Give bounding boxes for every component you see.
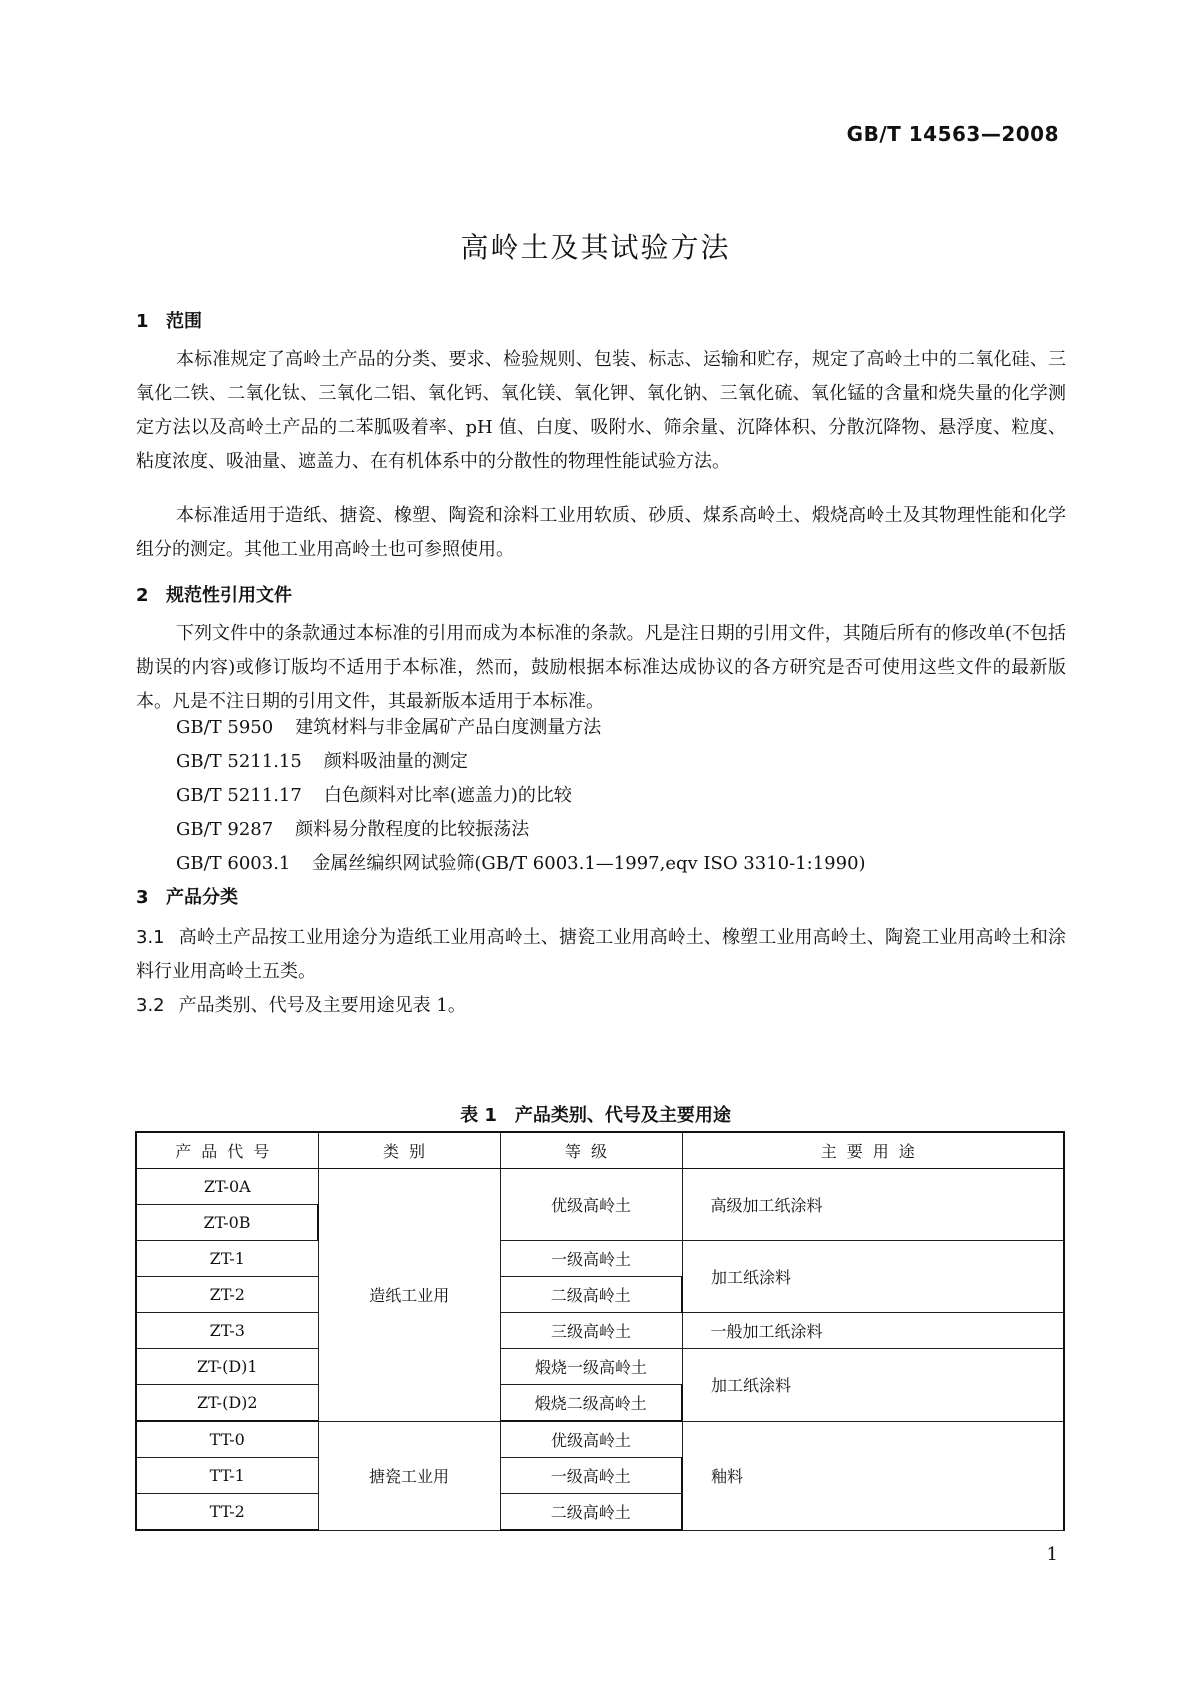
table-row	[136, 1313, 1064, 1349]
reference-item	[176, 711, 866, 745]
cell-category: 造纸工业用	[318, 1169, 500, 1422]
header-grade: 等级	[500, 1132, 682, 1169]
cell-code: TT-0	[136, 1421, 318, 1458]
cell-code: ZT-0B	[136, 1205, 318, 1241]
header-main-use: 主要用途	[682, 1132, 1064, 1169]
section-title: 规范性引用文件	[166, 585, 292, 606]
document-title: 高岭土及其试验方法	[460, 231, 731, 264]
reference-code: GB/T 5950	[176, 717, 274, 738]
cell-grade: 二级高岭土	[500, 1494, 682, 1531]
section-1-paragraph-1: 本标准规定了高岭土产品的分类、要求、检验规则、包装、标志、运输和贮存，规定了高岭土中的二氧化硅、三氧化二铁、二氧化钛、三氧化二铝、氧化钙、氧化镁、氧化钾、氧化钠、三氧化硫、氧化锰的含量和烧失量的化学测定方法以及高岭土产品的二苯胍吸着率、pH 值、白度、吸附水、筛余量、沉降体积、分散沉降物、悬浮度、粒度、粘度浓度、吸油量、遮盖力、在有机体系中的分散性的物理性能试验方法。	[136, 349, 1066, 472]
table-caption: 表 1 产品类别、代号及主要用途	[460, 1105, 731, 1126]
reference-code: GB/T 9287	[176, 819, 274, 840]
cell-category: 搪瓷工业用	[318, 1421, 500, 1530]
cell-code: ZT-(D)2	[136, 1385, 318, 1422]
section-2-paragraph: 下列文件中的条款通过本标准的引用而成为本标准的条款。凡是注日期的引用文件，其随后所有的修改单(不包括勘误的内容)或修订版均不适用于本标准，然而，鼓励根据本标准达成协议的各方研究是否可使用这些文件的最新版本。凡是不注日期的引用文件，其最新版本适用于本标准。	[136, 623, 1066, 712]
reference-code: GB/T 6003.1	[176, 853, 291, 874]
cell-grade: 二级高岭土	[500, 1277, 682, 1313]
table-row	[136, 1349, 1064, 1385]
section-number: 2	[136, 585, 149, 606]
cell-use: 加工纸涂料	[682, 1241, 1064, 1313]
reference-title: 金属丝编织网试验筛(GB/T 6003.1—1997,eqv ISO 3310-1:1990)	[312, 853, 866, 874]
table-row	[136, 1241, 1064, 1277]
cell-use: 加工纸涂料	[682, 1349, 1064, 1422]
reference-item	[176, 813, 866, 847]
cell-grade: 三级高岭土	[500, 1313, 682, 1349]
section-number: 1	[136, 311, 149, 332]
cell-use: 釉料	[682, 1421, 1064, 1530]
section-1-paragraph-2: 本标准适用于造纸、搪瓷、橡塑、陶瓷和涂料工业用软质、砂质、煤系高岭土、煅烧高岭土及其物理性能和化学组分的测定。其他工业用高岭土也可参照使用。	[136, 505, 1066, 560]
reference-title: 白色颜料对比率(遮盖力)的比较	[323, 785, 572, 806]
reference-item	[176, 745, 866, 779]
cell-code: ZT-0A	[136, 1169, 318, 1205]
section-2-heading	[136, 581, 292, 607]
reference-title: 颜料易分散程度的比较振荡法	[295, 819, 530, 840]
cell-code: ZT-1	[136, 1241, 318, 1277]
cell-use: 高级加工纸涂料	[682, 1169, 1064, 1241]
cell-grade: 优级高岭土	[500, 1169, 682, 1241]
reference-item	[176, 847, 866, 881]
cell-code: ZT-3	[136, 1313, 318, 1349]
cell-code: ZT-(D)1	[136, 1349, 318, 1385]
clause-3-2	[136, 989, 1066, 1023]
cell-grade: 一级高岭土	[500, 1241, 682, 1277]
cell-code: TT-2	[136, 1494, 318, 1531]
section-title: 产品分类	[166, 887, 238, 908]
reference-code: GB/T 5211.17	[176, 785, 302, 806]
reference-title: 建筑材料与非金属矿产品白度测量方法	[295, 717, 602, 738]
cell-use: 一般加工纸涂料	[682, 1313, 1064, 1349]
clause-text: 产品类别、代号及主要用途见表 1。	[178, 995, 466, 1016]
reference-item	[176, 779, 866, 813]
table-row	[136, 1421, 1064, 1458]
reference-code: GB/T 5211.15	[176, 751, 302, 772]
header-product-code: 产品代号	[136, 1132, 318, 1169]
section-number: 3	[136, 887, 149, 908]
page-number: 1	[1046, 1544, 1058, 1565]
table-row	[136, 1169, 1064, 1205]
clause-3-1	[136, 921, 1066, 989]
product-table	[135, 1131, 1065, 1531]
clause-number: 3.1	[136, 927, 165, 948]
cell-grade: 煅烧二级高岭土	[500, 1385, 682, 1422]
cell-grade: 一级高岭土	[500, 1458, 682, 1494]
clause-text: 高岭土产品按工业用途分为造纸工业用高岭土、搪瓷工业用高岭土、橡塑工业用高岭土、陶瓷工业用高岭土和涂料行业用高岭土五类。	[136, 927, 1066, 982]
header-category: 类别	[318, 1132, 500, 1169]
section-title: 范围	[166, 311, 202, 332]
cell-grade: 优级高岭土	[500, 1421, 682, 1458]
table-header-row	[136, 1132, 1064, 1169]
clause-number: 3.2	[136, 995, 165, 1016]
cell-code: TT-1	[136, 1458, 318, 1494]
standard-code: GB/T 14563—2008	[846, 122, 1059, 146]
section-1-heading	[136, 307, 202, 333]
cell-grade: 煅烧一级高岭土	[500, 1349, 682, 1385]
cell-code: ZT-2	[136, 1277, 318, 1313]
section-3-heading	[136, 883, 238, 909]
reference-title: 颜料吸油量的测定	[323, 751, 468, 772]
reference-list	[176, 711, 866, 881]
